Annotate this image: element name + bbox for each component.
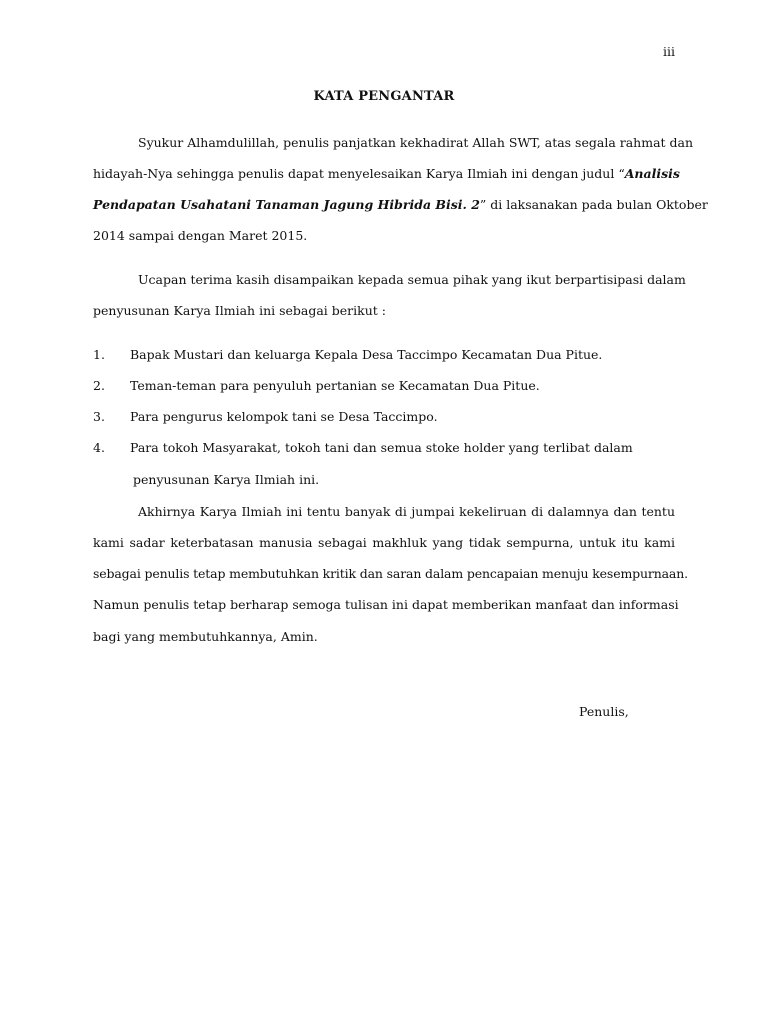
page-number: iii (663, 44, 675, 59)
paragraph-2-line-1: Ucapan terima kasih disampaikan kepada semua pihak yang ikut berpartisipasi dalam (138, 272, 686, 287)
thesis-title-part-1: Analisis (624, 166, 680, 181)
paragraph-1-line-2-text: hidayah-Nya sehingga penulis dapat menyelesaikan Karya Ilmiah ini dengan judul “ (93, 166, 625, 181)
paragraph-3-line-3: sebagai penulis tetap membutuhkan kritik dan saran dalam pencapaian menuju kesempurnaan. (93, 566, 688, 581)
thesis-title-part-2: Pendapatan Usahatani Tanaman Jagung Hibrida Bisi. 2 (93, 197, 480, 212)
paragraph-3-line-5: bagi yang membutuhkannya, Amin. (93, 629, 318, 644)
page-title: KATA PENGANTAR (313, 89, 455, 104)
paragraph-3-line-4: Namun penulis tetap berharap semoga tulisan ini dapat memberikan manfaat dan informasi (93, 597, 679, 612)
paragraph-1-line-1: Syukur Alhamdulillah, penulis panjatkan kekhadirat Allah SWT, atas segala rahmat dan (138, 135, 694, 150)
paragraph-3-line-2: kami sadar keterbatasan manusia sebagai makhluk yang tidak sempurna, untuk itu kami (93, 535, 675, 550)
list-item-number: 3. (93, 409, 105, 424)
paragraph-1-line-3-text: ” di laksanakan pada bulan Oktober (479, 197, 708, 212)
signature-label: Penulis, (579, 704, 629, 719)
list-item-text: Bapak Mustari dan keluarga Kepala Desa Taccimpo Kecamatan Dua Pitue. (130, 347, 603, 362)
paragraph-1-line-2 (93, 166, 680, 182)
list-item-text: Para tokoh Masyarakat, tokoh tani dan semua stoke holder yang terlibat dalam (130, 440, 633, 455)
list-item-continuation: penyusunan Karya Ilmiah ini. (133, 472, 320, 487)
paragraph-2-line-2: penyusunan Karya Ilmiah ini sebagai berikut : (93, 303, 386, 318)
list-item-text: Para pengurus kelompok tani se Desa Taccimpo. (130, 409, 438, 424)
paragraph-1-line-4: 2014 sampai dengan Maret 2015. (93, 228, 308, 243)
paragraph-1-line-3 (93, 197, 708, 213)
list-item-number: 1. (93, 347, 105, 362)
list-item-number: 2. (93, 378, 105, 393)
list-item-number: 4. (93, 440, 105, 455)
paragraph-3-line-1: Akhirnya Karya Ilmiah ini tentu banyak di jumpai kekeliruan di dalamnya dan tentu (138, 504, 675, 519)
list-item-text: Teman-teman para penyuluh pertanian se Kecamatan Dua Pitue. (130, 378, 540, 393)
